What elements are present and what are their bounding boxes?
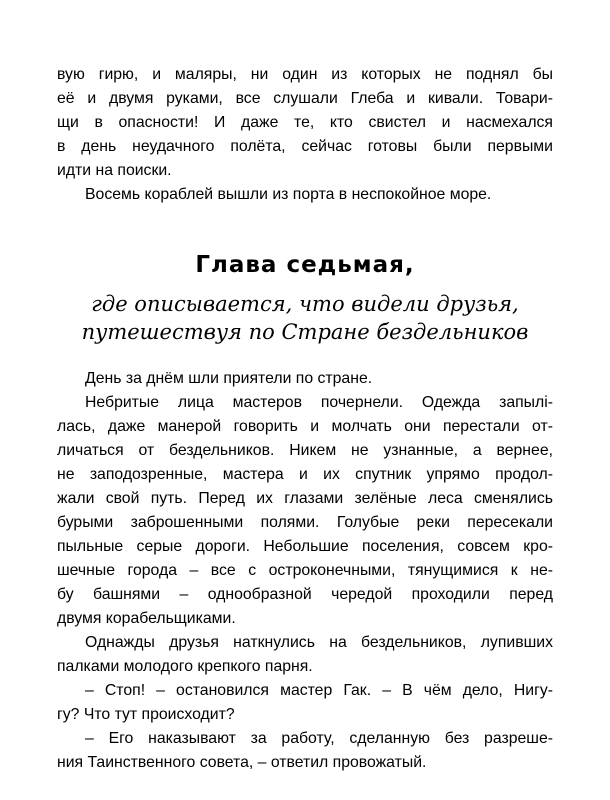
chapter-title: Глава седьмая,: [195, 252, 415, 278]
text-line: не заподозренные, мастера и их спутник упрямо продол-: [57, 466, 553, 483]
text-line: вую гирю, и маляры, ни один из которых не поднял бы: [57, 66, 553, 83]
text-line: двумя корабельщиками.: [57, 610, 236, 627]
text-line: в день неудачного полёта, сейчас готовы были первыми: [57, 138, 553, 155]
text-line: Однажды друзья наткнулись на бездельников, лупивших: [85, 634, 553, 651]
text-line: бурыми заброшенными полями. Голубые реки пересекали: [57, 514, 553, 531]
text-line: пыльные серые дороги. Небольшие поселения, совсем кро-: [57, 538, 553, 555]
text-line: День за днём шли приятели по стране.: [85, 370, 373, 387]
text-line: гу? Что тут происходит?: [57, 706, 235, 723]
text-line: шечные города – все с остроконечными, тянущимися к не-: [57, 562, 553, 579]
text-line: щи в опасности! И даже те, кто свистел и насмехался: [57, 114, 553, 131]
text-line: бу башнями – однообразной чередой проходили перед: [57, 586, 553, 603]
text-line: Небритые лица мастеров почернели. Одежда запылі-: [85, 394, 553, 411]
text-line: ния Таинственного совета, – ответил провожатый.: [57, 754, 427, 771]
chapter-subtitle-line-2: путешествуя по Стране бездельников: [81, 320, 529, 344]
text-line: идти на поиски.: [57, 162, 172, 179]
text-line: – Стоп! – остановился мастер Гак. – В чём дело, Нигу-: [85, 682, 553, 699]
text-line: её и двумя руками, все слушали Глеба и кивали. Товари-: [57, 90, 553, 107]
text-line: жали свой путь. Перед их глазами зелёные леса сменялись: [57, 490, 553, 507]
chapter-subtitle-line-1: где описывается, что видели друзья,: [91, 292, 519, 316]
text-line: Восемь кораблей вышли из порта в неспокойное море.: [85, 186, 492, 203]
text-line: личаться от бездельников. Никем не узнанные, а вернее,: [57, 442, 553, 459]
text-line: лась, даже манерой говорить и молчать они перестали от-: [57, 418, 553, 435]
text-line: палками молодого крепкого парня.: [57, 658, 313, 675]
text-line: – Его наказывают за работу, сделанную без разреше-: [85, 730, 553, 747]
